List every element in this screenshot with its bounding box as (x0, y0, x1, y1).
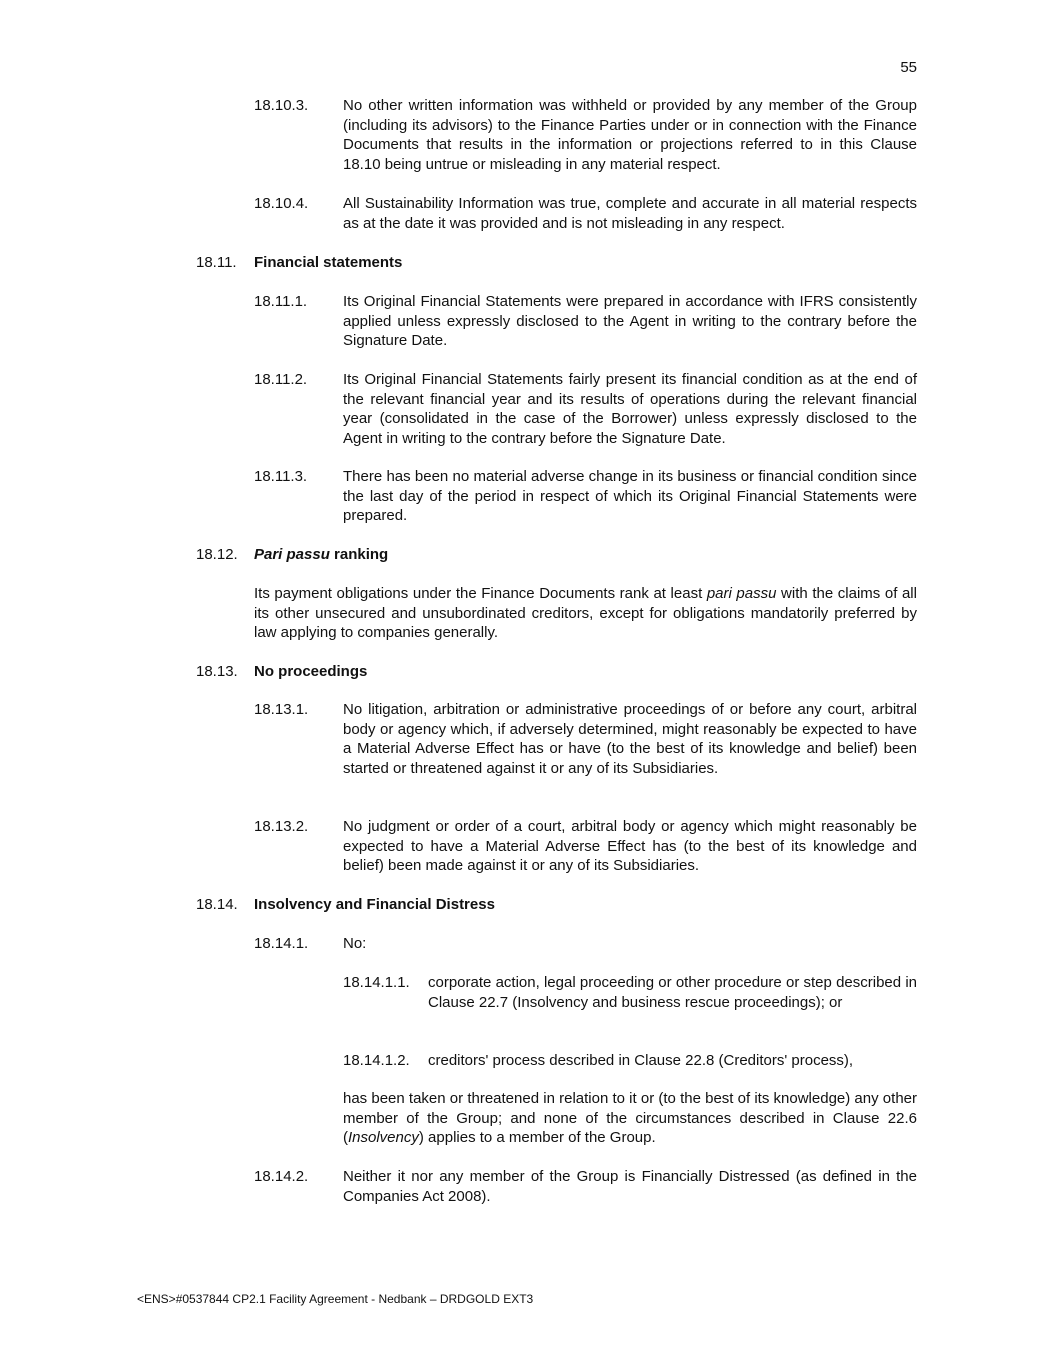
clause-number: 18.11.3. (254, 468, 308, 485)
section-number: 18.12. (196, 546, 238, 563)
section-heading: Insolvency and Financial Distress (254, 896, 495, 913)
clause-text: No: (343, 935, 367, 952)
italic-term: pari passu (706, 585, 777, 602)
clause-number: 18.10.3. (254, 97, 309, 114)
clause-text: All Sustainability Information was true, complete and accurate in all material respects as at the date it was provided and is not misleading in any respect. (343, 195, 917, 232)
subclause-text: corporate action, legal proceeding or other procedure or step described in Clause 22.7 (Insolvency and business rescue proceedings); or (428, 974, 917, 1011)
section-heading: No proceedings (254, 663, 368, 680)
clause-text (254, 584, 917, 643)
document-footer: <ENS>#0537844 CP2.1 Facility Agreement - Nedbank – DRDGOLD EXT3 (137, 1292, 534, 1306)
text-part: ) applies to a member of the Group. (418, 1129, 656, 1147)
italic-term: Insolvency (348, 1129, 419, 1147)
section-heading: Financial statements (254, 254, 403, 271)
text-part: with the claims of all its other unsecured and unsubordinated creditors, except for obligations mandatorily preferred by law applying to companies generally. (254, 585, 917, 642)
clause-text (343, 1089, 917, 1148)
clause-number: 18.10.4. (254, 195, 309, 212)
subclause-number: 18.14.1.2. (343, 1052, 410, 1069)
text-part: Its payment obligations under the Finance Documents rank at least (254, 585, 707, 602)
clause-text: Its Original Financial Statements were prepared in accordance with IFRS consistently applied unless expressly disclosed to the Agent in writing to the contrary before the Signature Date. (343, 293, 917, 350)
clause-number: 18.13.1. (254, 701, 309, 718)
page-number: 55 (900, 59, 917, 76)
section-number: 18.14. (196, 896, 238, 913)
clause-text: No other written information was withheld or provided by any member of the Group (including its advisors) to the Finance Parties under or in connection with the Finance Documents that results in the information or projections referred to in this Clause 18.10 being untrue or misleading in any material respect. (343, 97, 917, 173)
heading-italic: Pari passu (254, 546, 330, 563)
section-heading (254, 545, 388, 565)
text-part: has been taken or threatened in relation to it or (to the best of its knowledge) any other member of the Group; and none of the circumstances described in Clause 22.6 ( (343, 1090, 917, 1147)
clause-text: Its Original Financial Statements fairly present its financial condition as at the end of the relevant financial year and its results of operations during the relevant financial year (consolidated in the case of the Borrower) unless expressly disclosed to the Agent in writing to the contrary before the Signature Date. (343, 371, 917, 447)
clause-text: Neither it nor any member of the Group is Financially Distressed (as defined in the Companies Act 2008). (343, 1168, 917, 1205)
clause-number: 18.13.2. (254, 818, 309, 835)
clause-text: There has been no material adverse change in its business or financial condition since the last day of the period in respect of which its Original Financial Statements were prepared. (343, 468, 917, 525)
section-number: 18.13. (196, 663, 238, 680)
clause-number: 18.11.2. (254, 371, 308, 388)
clause-text: No judgment or order of a court, arbitral body or agency which might reasonably be expected to have a Material Adverse Effect has (to the best of its knowledge and belief) been made against it or any of its Subsidiaries. (343, 818, 917, 875)
subclause-text: creditors' process described in Clause 22.8 (Creditors' process), (428, 1052, 854, 1069)
heading-rest: ranking (329, 546, 389, 563)
clause-number: 18.14.1. (254, 935, 309, 952)
clause-number: 18.14.2. (254, 1168, 309, 1185)
subclause-number: 18.14.1.1. (343, 974, 410, 991)
clause-number: 18.11.1. (254, 293, 308, 310)
section-number: 18.11. (196, 254, 237, 271)
clause-text: No litigation, arbitration or administrative proceedings of or before any court, arbitral body or agency which, if adversely determined, might reasonably be expected to have a Material Adverse Effect has or have (to the best of its knowledge and belief) been started or threatened against it or any of its Subsidiaries. (343, 701, 917, 777)
